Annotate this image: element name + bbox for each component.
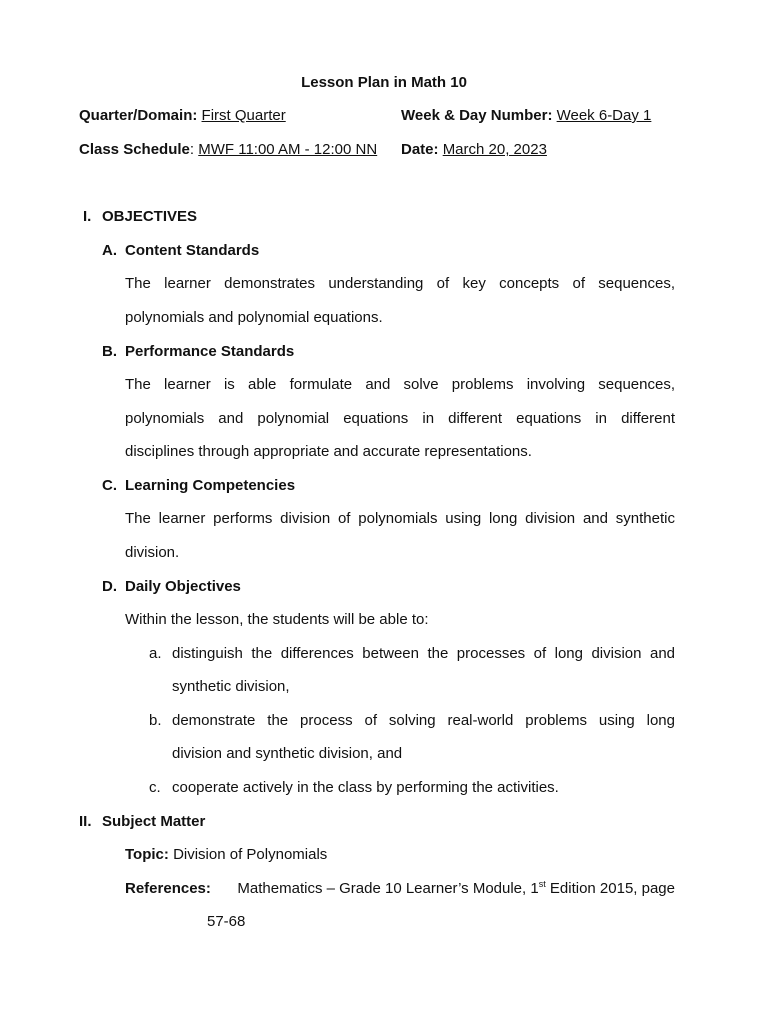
date-value: March 20, 2023: [442, 141, 547, 158]
section-numeral: I.: [83, 208, 92, 225]
quarter-value: First Quarter: [201, 107, 286, 124]
body-text: polynomials and polynomial equations in different equations in different: [125, 410, 675, 427]
learning-competencies-heading: Learning Competencies: [125, 477, 296, 494]
topic-row: [125, 845, 327, 865]
daily-objectives-intro: Within the lesson, the students will be able to:: [125, 611, 429, 628]
list-item-letter: a.: [149, 645, 162, 662]
references-superscript: st: [538, 879, 546, 889]
list-item-letter: b.: [149, 712, 162, 729]
date-label: Date:: [401, 141, 439, 158]
subject-matter-heading: Subject Matter: [102, 813, 206, 830]
list-item: cooperate actively in the class by performing the activities.: [172, 779, 559, 796]
subsection-letter: C.: [102, 477, 117, 494]
references-text: [237, 879, 675, 899]
subsection-letter: D.: [102, 578, 117, 595]
week-value: Week 6-Day 1: [556, 107, 652, 124]
list-item-continued: synthetic division,: [172, 678, 290, 695]
body-text: division.: [125, 544, 180, 561]
list-item: distinguish the differences between the processes of long division and: [172, 645, 675, 662]
date-row: [401, 140, 547, 160]
list-item-continued: division and synthetic division, and: [172, 745, 403, 762]
daily-objectives-heading: Daily Objectives: [125, 578, 241, 595]
performance-standards-heading: Performance Standards: [125, 343, 295, 360]
subsection-letter: A.: [102, 242, 117, 259]
body-text: The learner demonstrates understanding of key concepts of sequences,: [125, 275, 675, 292]
quarter-label: Quarter/Domain:: [79, 107, 198, 124]
references-text-post: Edition 2015, page: [545, 880, 675, 897]
subsection-letter: B.: [102, 343, 117, 360]
body-text: polynomials and polynomial equations.: [125, 309, 383, 326]
topic-value: Division of Polynomials: [173, 846, 328, 863]
content-standards-heading: Content Standards: [125, 242, 260, 259]
list-item: demonstrate the process of solving real-world problems using long: [172, 712, 675, 729]
week-day-row: [401, 106, 651, 126]
body-text: The learner performs division of polynomials using long division and synthetic: [125, 510, 675, 527]
references-pages: 57-68: [207, 913, 246, 930]
week-label: Week & Day Number:: [401, 107, 553, 124]
schedule-value: MWF 11:00 AM - 12:00 NN: [198, 141, 378, 158]
topic-label: Topic:: [125, 846, 169, 863]
document-title: Lesson Plan in Math 10: [301, 74, 467, 91]
section-numeral: II.: [79, 813, 92, 830]
references-label: References:: [125, 880, 211, 897]
objectives-heading: OBJECTIVES: [102, 208, 198, 225]
quarter-domain-row: [79, 106, 286, 126]
schedule-label: Class Schedule: [79, 141, 190, 158]
class-schedule-row: Class Schedule: MWF 11:00 AM - 12:00 NN: [79, 141, 378, 158]
body-text: disciplines through appropriate and accurate representations.: [125, 443, 532, 460]
references-row: [125, 879, 675, 899]
list-item-letter: c.: [149, 779, 161, 796]
body-text: The learner is able formulate and solve problems involving sequences,: [125, 376, 675, 393]
references-text-pre: Mathematics – Grade 10 Learner’s Module, 1: [237, 880, 539, 897]
